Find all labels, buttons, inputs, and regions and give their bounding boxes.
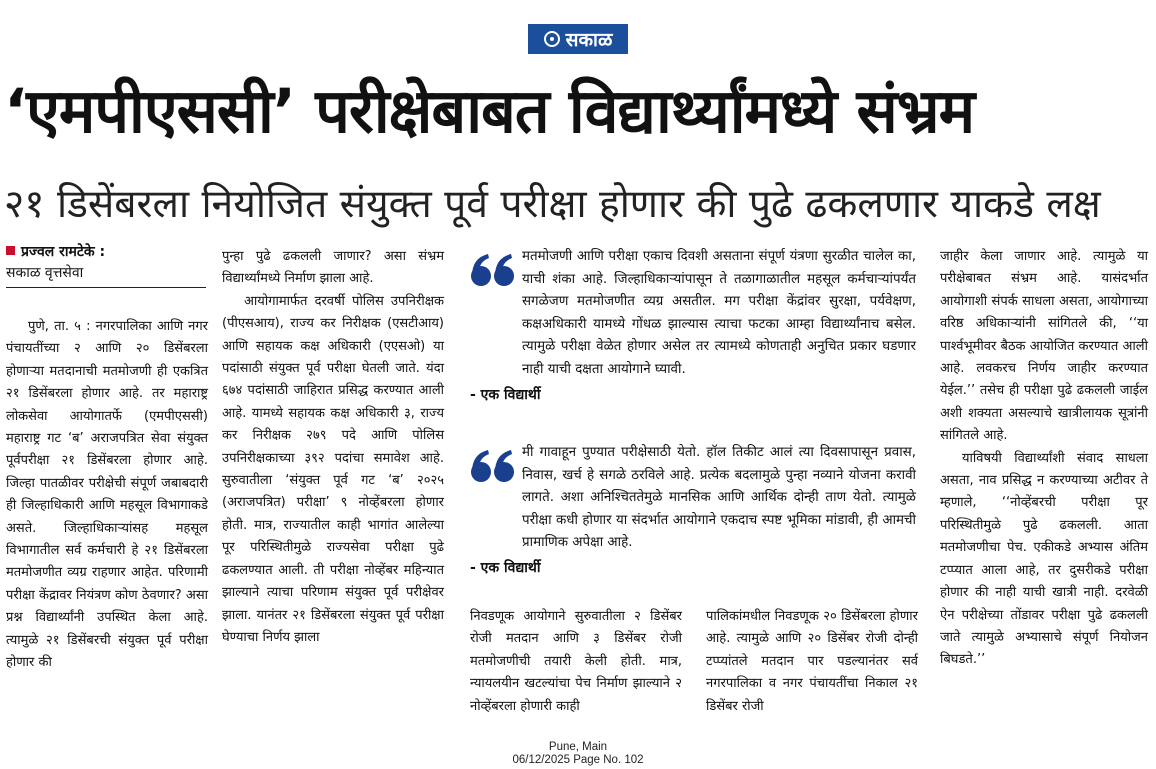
- article-paragraph: जाहीर केला जाणार आहे. त्यामुळे या परीक्षेबाबत संभ्रम आहे. यासंदर्भात आयोगाशी संपर्क साधला असता, आयोगाच्या वरिष्ठ अधिकाऱ्यांनी सांगितले की, ‘‘या पार्श्वभूमीवर बैठक आयोजित करण्यात आली आहे. लवकरच निर्णय जाहीर करण्यात येईल.’’ तसेच ही परीक्षा पुढे ढकलली जाईल अशी शक्यता असल्याचे खात्रीलायक सूत्रांनी सांगितले आहे.: [940, 249, 1148, 444]
- byline-author: [6, 242, 206, 262]
- quote-mark-icon: [470, 446, 516, 486]
- page-footer: [0, 741, 1156, 767]
- article-paragraph: पुन्हा पुढे ढकलली जाणार? असा संभ्रम विद्यार्थ्यांमध्ये निर्माण झाला आहे.: [222, 249, 444, 287]
- pull-quote: [470, 442, 916, 579]
- byline-agency: सकाळ वृत्तसेवा: [6, 262, 206, 288]
- logo-emblem-icon: [544, 31, 560, 47]
- pull-quote: [470, 246, 916, 406]
- article-paragraph: निवडणूक आयोगाने सुरुवातीला २ डिसेंबर रोजी मतदान आणि ३ डिसेंबर रोजी मतमोजणीची तयारी केली होती. मात्र, न्यायलयीन खटल्यांचा पेच निर्माण झाल्याने २ नोव्हेंबरला होणारी काही: [470, 609, 682, 714]
- footer-date-page: 06/12/2025 Page No. 102: [512, 754, 644, 766]
- article-column-3b: [706, 606, 918, 718]
- headline: ‘एमपीएससी’ परीक्षेबाबत विद्यार्थ्यांमध्ये संभ्रम: [4, 76, 975, 147]
- byline-marker-icon: [6, 246, 15, 255]
- article-paragraph: याविषयी विद्यार्थ्यांशी संवाद साधला असता, नाव प्रसिद्ध न करण्याच्या अटीवर ते म्हणाले, ‘‘नोव्हेंबरची परीक्षा पूर परिस्थितीमुळे पुढे ढकलली. आता मतमोजणीचा पेच. एकीकडे अभ्यास अंतिम टप्प्यात आला आहे, तर दुसरीकडे परीक्षा होणार की नाही याची खात्री नाही. दरवेळी ऐन परीक्षेच्या तोंडावर परीक्षा पुढे ढकलली जाते त्यामुळे अभ्यासाचे संपूर्ण नियोजन बिघडते.’’: [940, 450, 1148, 668]
- newspaper-logo: [528, 24, 628, 54]
- article-column-3a: [470, 606, 682, 718]
- footer-edition: Pune, Main: [548, 741, 608, 753]
- quote-attribution: - एक विद्यार्थी: [470, 386, 541, 403]
- quote-mark-icon: [470, 250, 516, 290]
- article-paragraph: पालिकांमधील निवडणूक २० डिसेंबरला होणार आहे. त्यामुळे आणि २० डिसेंबर रोजी दोन्ही टप्प्यांतले मतदान पार पडल्यानंतर सर्व नगरपालिका व नगर पंचायतींचा निकाल २१ डिसेंबर रोजी: [706, 609, 918, 714]
- byline-author-name: प्रज्वल रामटेके :: [21, 244, 106, 260]
- article-paragraph: आयोगामार्फत दरवर्षी पोलिस उपनिरीक्षक (पीएसआय), राज्य कर निरीक्षक (एसटीआय) आणि सहायक कक्ष अधिकारी (एएसओ) या पदांसाठी संयुक्त पूर्व परीक्षा घेतली जाते. यंदा ६७४ पदांसाठी जाहिरात प्रसिद्ध करण्यात आली आहे. यामध्ये सहायक कक्ष अधिकारी ३, राज्य कर निरीक्षक २७९ पदे आणि पोलिस उपनिरीक्षकाच्या ३९२ पदांचा समावेश आहे. सुरुवातीला ‘संयुक्त पूर्व गट ‘ब’ २०२५ (अराजपत्रित) परीक्षा’ ९ नोव्हेंबरला होणार होती. मात्र, राज्यातील काही भागांत आलेल्या पूर परिस्थितीमुळे राज्यसेवा परीक्षा पुढे ढकलण्यात आली. ती परीक्षा नोव्हेंबर महिन्यात झाल्याने त्याचा परिणाम संयुक्त पूर्व परीक्षेवर झाला. यानंतर २१ डिसेंबरला संयुक्त पूर्व परीक्षा घेण्याचा निर्णय झाला: [222, 293, 444, 645]
- article-column-4: [940, 246, 1148, 672]
- byline: [6, 242, 206, 288]
- article-paragraph: पुणे, ता. ५ : नगरपालिका आणि नगर पंचायतींच्या २ आणि २० डिसेंबरला होणाऱ्या मतदानाची मतमोजणी ही एकत्रित २१ डिसेंबरला होणार आहे. तर महाराष्ट्र लोकसेवा आयोगातर्फे (एमपीएससी) महाराष्ट्र गट ‘ब’ अराजपत्रित सेवा संयुक्त पूर्वपरीक्षा २१ डिसेंबरला होणार आहे. जिल्हा पातळीवर परीक्षेची संपूर्ण जबाबदारी ही जिल्हाधिकारी आणि महसूल विभागाकडे असते. जिल्हाधिकाऱ्यांसह महसूल विभागातील सर्व कर्मचारी हे २१ डिसेंबरला मतमोजणीत व्यग्र राहणार आहेत. परिणामी परीक्षा केंद्रावर नियंत्रण कोण ठेवणार? असा प्रश्न विद्यार्थ्यांनी उपस्थित केला आहे. त्यामुळे २१ डिसेंबरची संयुक्त पूर्व परीक्षा होणार की: [6, 319, 208, 671]
- quote-text: मतमोजणी आणि परीक्षा एकाच दिवशी असताना संपूर्ण यंत्रणा सुरळीत चालेल का, याची शंका आहे. जिल्हाधिकाऱ्यांपासून ते तळागाळातील महसूल कर्मचाऱ्यांपर्यंत सगळेजण मतमोजणीत व्यग्र असतील. मग परीक्षा केंद्रांवर सुरक्षा, पर्यवेक्षण, कक्षअधिकारी यामध्ये गोंधळ झाल्यास त्याचा फटका आम्हा विद्यार्थ्यांनाच बसेल. त्यामुळे परीक्षा वेळेत होणार असेल तर त्यामध्ये कोणताही अनुचित प्रकार घडणार नाही याची दक्षता आयोगाने घ्यावी.: [522, 249, 916, 377]
- article-column-1: [6, 316, 208, 675]
- logo-text: सकाळ: [565, 29, 613, 51]
- article-column-2: [222, 246, 444, 649]
- quote-text: मी गावाहून पुण्यात परीक्षेसाठी येतो. हॉल तिकीट आलं त्या दिवसापासून प्रवास, निवास, खर्च हे सगळे ठरविले आहे. प्रत्येक बदलामुळे पुन्हा नव्याने योजना करावी लागते. अशा अनिश्चिततेमुळे मानसिक आणि आर्थिक दोन्ही ताण येतो. त्यामुळे परीक्षा कधी होणार या संदर्भात आयोगाने एकदाच स्पष्ट भूमिका मांडावी, ही आमची प्रामाणिक अपेक्षा आहे.: [522, 445, 916, 551]
- subheadline: २१ डिसेंबरला नियोजित संयुक्त पूर्व परीक्षा होणार की पुढे ढकलणार याकडे लक्ष: [4, 182, 1101, 227]
- quote-attribution: - एक विद्यार्थी: [470, 559, 541, 576]
